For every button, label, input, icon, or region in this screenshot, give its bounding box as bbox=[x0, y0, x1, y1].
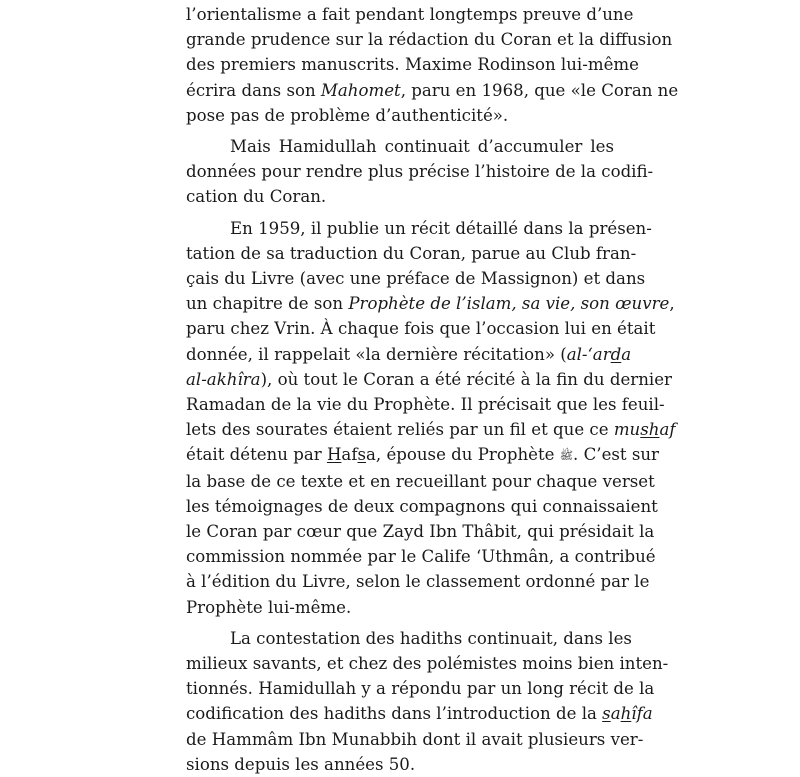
text-line: grande prudence sur la rédaction du Coran et la diffusion bbox=[186, 30, 673, 50]
text-line: la base de ce texte et en recueillant pour chaque verset bbox=[186, 471, 655, 491]
text-line: Prophète lui-même. bbox=[186, 597, 352, 617]
text-line: paru chez Vrin. À chaque fois que l’occasion lui en était bbox=[186, 319, 656, 339]
text-line: Ramadan de la vie du Prophète. Il précisait que les feuil- bbox=[186, 395, 665, 415]
transliteration-al-akhira: al-akhîra bbox=[186, 369, 261, 389]
text-segment: était détenu par bbox=[186, 445, 327, 465]
text-line: tation de sa traduction du Coran, parue au Club fran- bbox=[186, 243, 637, 263]
text-segment: un chapitre de son bbox=[186, 294, 349, 314]
paragraph-2 bbox=[186, 134, 654, 210]
text-line: milieux savants, et chez des polémistes moins bien inten- bbox=[186, 654, 669, 674]
text-line: l’orientalisme a fait pendant longtemps preuve d’une bbox=[186, 5, 634, 24]
text-segment: donnée, il rappelait «la dernière récitation» ( bbox=[186, 344, 567, 364]
text-line bbox=[186, 701, 653, 726]
transliteration-al-arda bbox=[567, 345, 631, 364]
text-line bbox=[186, 342, 632, 367]
text-line: commission nommée par le Calife ‘Uthmân, a contribué bbox=[186, 547, 656, 567]
text-line bbox=[186, 442, 659, 468]
text-line: des premiers manuscrits. Maxime Rodinson lui-même bbox=[186, 55, 639, 75]
text-segment: ), où tout le Coran a été récité à la fin du dernier bbox=[260, 369, 672, 389]
salawat-symbol: ﷺ bbox=[559, 449, 574, 463]
document-page bbox=[186, 2, 679, 777]
text-segment: a, épouse du Prophète bbox=[366, 445, 560, 465]
text-line bbox=[186, 291, 675, 316]
text-line bbox=[186, 78, 679, 103]
text-line: le Coran par cœur que Zayd Ibn Thâbit, qui présidait la bbox=[186, 522, 655, 542]
paragraph-1 bbox=[186, 2, 679, 128]
text-segment: , bbox=[669, 294, 675, 314]
text-line: çais du Livre (avec une préface de Massignon) et dans bbox=[186, 269, 646, 289]
transliteration-mushaf bbox=[614, 420, 676, 439]
text-line: tionnés. Hamidullah y a répondu par un long récit de la bbox=[186, 679, 655, 699]
text-line bbox=[186, 367, 672, 392]
text-segment: , paru en 1968, que «le Coran ne bbox=[400, 80, 679, 100]
underlined-letter: sh bbox=[640, 420, 660, 440]
text-segment: écrira dans son bbox=[186, 80, 321, 100]
text-segment: mu bbox=[613, 420, 641, 440]
text-line: à l’édition du Livre, selon le classement ordonné par le bbox=[186, 572, 650, 592]
text-segment: af bbox=[341, 445, 358, 465]
text-segment: îfa bbox=[631, 704, 653, 724]
text-line: données pour rendre plus précise l’histoire de la codifi- bbox=[186, 162, 654, 182]
text-segment: al-‘ar bbox=[566, 344, 611, 364]
book-title-prophete: Prophète de l’islam, sa vie, son œuvre bbox=[348, 294, 670, 314]
text-line: La contestation des hadiths continuait, dans les bbox=[230, 628, 632, 648]
text-line: Mais Hamidullah continuait d’accumuler les bbox=[230, 137, 614, 157]
transliteration-sahifa bbox=[602, 704, 652, 723]
text-segment: a bbox=[621, 344, 632, 364]
text-line: sions depuis les années 50. bbox=[186, 754, 416, 774]
text-segment: af bbox=[659, 420, 676, 440]
text-line: de Hammâm Ibn Munabbih dont il avait plusieurs ver- bbox=[186, 729, 644, 749]
underlined-letter: s bbox=[357, 445, 366, 465]
underlined-letter: d bbox=[610, 344, 622, 364]
text-segment: . C’est sur bbox=[573, 445, 659, 465]
text-segment: codification des hadiths dans l’introduction de la bbox=[186, 704, 603, 724]
book-title-mahomet: Mahomet bbox=[320, 80, 401, 100]
text-line: les témoignages de deux compagnons qui connaissaient bbox=[186, 496, 658, 516]
text-segment: lets des sourates étaient reliés par un fil et que ce bbox=[186, 420, 614, 440]
text-segment: a bbox=[610, 704, 621, 724]
text-line bbox=[186, 417, 676, 442]
underlined-letter: h bbox=[620, 704, 632, 724]
paragraph-4 bbox=[186, 626, 669, 777]
text-line: cation du Coran. bbox=[186, 187, 327, 207]
paragraph-3 bbox=[186, 216, 676, 620]
underlined-letter: s bbox=[602, 704, 611, 724]
text-line: En 1959, il publie un récit détaillé dans la présen- bbox=[230, 218, 652, 238]
underlined-letter: H bbox=[326, 445, 342, 465]
text-line: pose pas de problème d’authenticité». bbox=[186, 105, 509, 125]
